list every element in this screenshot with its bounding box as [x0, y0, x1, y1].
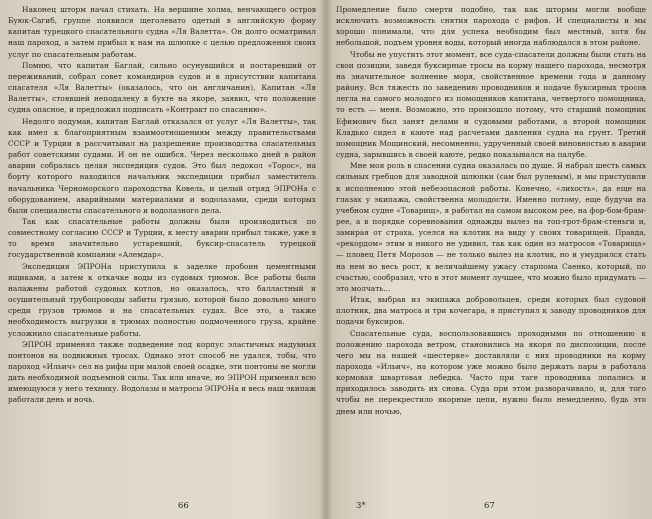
- right-paragraph-4: Спасательные суда, воспользовавшись проходными по отношению к положению парохода ветром, становились на якоря по диспозиции, после чего мы на нашей «шестерке» доставляли с них проводники на корму парохода «Ильич», на котором уже можно было держать пары в работала кормовая швартовая лебедка. Часто при таге проводника лопались и приходилось заводить их снова. Суда при этом разворачивало, и, для того чтобы не перекрестило якорные цепи, нужно было немедленно, будь это днем или ночью,: [336, 328, 646, 416]
- right-paragraph-continuation: Промедление было смерти подобно, так как штормы могли вообще исключить возможность снятия парохода с рифов. И специалисты и мы хорошо понимали, что для успеха необходим был местный, хотя бы небольшой, подъем уровня воды, который иногда наблюдался в этом районе.: [336, 5, 646, 48]
- left-paragraph-5: Экспедиция ЭПРОНа приступила к заделке пробоин цементными ящиками, а затем к откачке воды из судовых трюмов. Все работы были налажены работой судовых котлов, но оказалось, что балластный и осушительный трубопроводы забиты грязью, которой было довольно много среди грузов трюмов и на спасательных судах. Все это, а также необходимость выгрузки в трюмах полностью подмоченного груза, крайне усложнило спасательные работы.: [8, 261, 316, 338]
- left-paragraph-2: Помню, что капитан Баглай, сильно осунувшийся и постаревший от переживаний, собрал совет командиров судов и в присутствии капитана спасателя «Ля Валетты» (оказалось, что он англичанин), Капитан «Ля Валетты», стоявшей неподалеку в бухте на якоре, заявил, что положение судна опасное, и предложил подписать «Контракт по спасанию».: [8, 60, 316, 115]
- left-paragraph-6: ЭПРОН применял также подведение под корпус эластичных надувных понтонов на подвижных тросах. Однако этот способ не удался, тобы, что пароход «Ильич» сел на рифы при малой своей осадке, эти понтоны не могли дать необходимой подъемной силы. Так или иначе, но ЭПРОН применял всю имеющуюся у него технику. Водолазы и матросы ЭПРОНа и весь наш экипаж работали день и ночь.: [8, 339, 316, 405]
- right-paragraph-2: Мне моя роль в спасении судна оказалась по душе. Я набрал шесть самых сильных гребцов для заводной шлюпки (сам был рулевым), и мы приступили к исполнению этой небезопасной работы. Конечно, «лихость», да еще на глазах у экипажа, свойственна молодости. Именно потому, еще будучи на учебном судне «Товарищ», я работал на самом высоком рее, на фор-бом-брам-рее, а в порядке соревнования однажды вылез на топ-грот-брам-стеньги и, замирая от страха, уселся на клотик на виду у своих товарищей. Правда, «рекордом» этим я никого не удивил, так как один из матросов «Товарища» — пловец Петя Морозов — не только вылез на клотик, но и умудрился стать на нем во весь рост, к величайшему ужасу старпома Саенко, который, по счастью, сообразил, что в этот момент лучшее, что можно было придумать — это молчать...: [336, 161, 646, 293]
- left-paragraph-1: Наконец шторм начал стихать. На вершине холма, венчающего остров Буюк-Сагиб, группе появился щеголевато одетый в английскую форму капитан турецкого спасательного судна «Ля Валетта». Он долго осматривал наш пароход, а затем прибыл к нам на шлюпке с целью предложения своих услуг по спасательным работам.: [8, 5, 316, 59]
- left-paragraph-3: Недолго подумав, капитан Баглай отказался от услуг «Ля Валетты», так как имел к благоприятным взаимоотношениям между правительствами СССР и Турции в рассчитывал на разрешение производства спасательных работ советскими судами. И он не ошибся. Через несколько дней в район аварии собралась целая экспедиция судов. Это был ледокол «Торос», на борту которого находился начальник экспедиции прибыл заместитель начальника Черноморского пароходства Ковель, и целый отряд ЭПРОНа с оборудованием, аварийными материалами и водолазами, среди которых были специалисты спасательного и водолазного дела.: [8, 116, 316, 215]
- left-page: [8, 4, 316, 514]
- signature-mark: 3*: [356, 501, 366, 511]
- right-paragraph-3: Итак, выбрав из экипажа добровольцев, среди которых был судовой плотник, два матроса и три кочегара, я приступил к заводу проводников для подачи буксиров.: [336, 295, 646, 327]
- left-page-number: 66: [178, 501, 189, 511]
- right-paragraph-1: Чтобы не упустить этот момент, все суда-спасатели должны были стать на свои позиции, заведя буксирные тросы на корму нашего парохода, несмотря на значительное волнение моря, свойственное времени года и данному району. Вся тяжесть по заведению проводников и подаче буксирных тросов легла на самого молодого из помощников капитана, четвертого помощника, то есть — меня. Возможно, это произошло потому, что старший помощник Ефимович был занят делами и судовыми работами, а второй помощник Кладько сидел в каюте над расчетами давления судна на грунт. Третий помощник Мощинский, несомненно, удрученный своей виновностью в аварии судна, зарывшись в своей каюте, редко показывался на палубе.: [336, 49, 646, 160]
- right-page: [336, 4, 646, 514]
- right-page-number: 67: [484, 501, 495, 511]
- left-paragraph-4: Так как спасательные работы должны были производиться по совместному согласию СССР и Турции, к месту аварии прибыл также, уже в то время значительно устаревший, буксир-спасатель турецкой государственной компании «Алемдар».: [8, 216, 316, 260]
